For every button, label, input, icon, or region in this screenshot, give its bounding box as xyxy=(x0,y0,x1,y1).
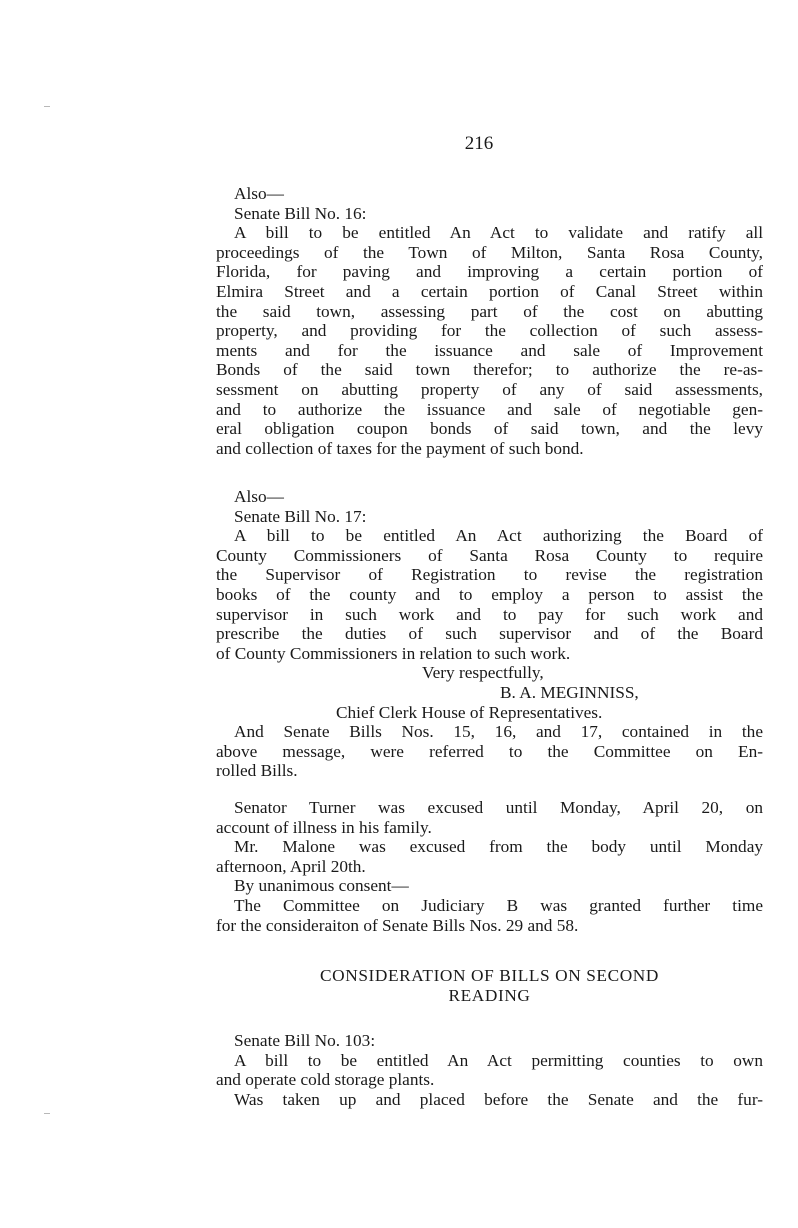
text-line: Also— xyxy=(234,184,284,203)
text-line: Elmira Street and a certain portion of Canal Street within xyxy=(216,281,763,301)
text-line: Was taken up and placed before the Senate and the fur- xyxy=(234,1089,763,1109)
text-line: prescribe the duties of such supervisor and of the Board xyxy=(216,624,763,644)
text-line: of County Commissioners in relation to such work. xyxy=(216,643,571,663)
text-line: Also— xyxy=(234,487,284,506)
heading-line-2: READING xyxy=(448,985,531,1005)
text-line: A bill to be entitled An Act authorizing the Board of xyxy=(234,526,763,546)
page-number: 216 xyxy=(464,133,494,154)
senate-bill-16-block xyxy=(216,184,763,458)
text-line: County Commissioners of Santa Rosa County to require xyxy=(216,545,763,565)
text-line: the said town, assessing part of the cost on abutting xyxy=(216,301,763,321)
closing-line: Very respectfully, xyxy=(422,663,544,683)
text-line: Senate Bill No. 17: xyxy=(234,506,367,526)
text-line: Senator Turner was excused until Monday, April 20, on xyxy=(234,798,763,817)
text-line: property, and providing for the collection of such assess- xyxy=(216,321,763,341)
text-line: A bill to be entitled An Act to validate and ratify all xyxy=(234,223,763,243)
scan-mark xyxy=(44,106,50,107)
text-line: above message, were referred to the Committee on En- xyxy=(216,741,763,761)
text-line: and collection of taxes for the payment of such bond. xyxy=(216,438,584,458)
text-line: and operate cold storage plants. xyxy=(216,1070,435,1090)
text-line: Senate Bill No. 103: xyxy=(234,1031,376,1050)
senate-bill-17-block xyxy=(216,487,763,781)
text-line: afternoon, April 20th. xyxy=(216,856,366,876)
text-line: Senate Bill No. 16: xyxy=(234,203,367,223)
text-line: account of illness in his family. xyxy=(216,817,432,837)
scan-mark xyxy=(44,1113,50,1114)
signature-title: Chief Clerk House of Representatives. xyxy=(336,702,603,722)
text-line: rolled Bills. xyxy=(216,761,298,781)
text-line: And Senate Bills Nos. 15, 16, and 17, contained in the xyxy=(234,722,763,742)
signature-name: B. A. MEGINNISS, xyxy=(500,682,639,702)
heading-line-1: CONSIDERATION OF BILLS ON SECOND xyxy=(320,966,659,985)
text-line: A bill to be entitled An Act permitting counties to own xyxy=(234,1050,763,1070)
text-line: Bonds of the said town therefor; to authorize the re-as- xyxy=(216,360,763,380)
text-line: The Committee on Judiciary B was granted further time xyxy=(234,895,763,915)
text-line: eral obligation coupon bonds of said town, and the levy xyxy=(216,419,763,439)
senate-bill-103-block xyxy=(216,1031,763,1109)
text-line: for the consideraiton of Senate Bills Nos. 29 and 58. xyxy=(216,915,579,935)
text-line: ments and for the issuance and sale of Improvement xyxy=(216,340,763,360)
text-line: the Supervisor of Registration to revise the registration xyxy=(216,565,763,585)
text-line: sessment on abutting property of any of said assessments, xyxy=(216,379,763,399)
text-line: By unanimous consent— xyxy=(234,876,409,896)
text-line: and to authorize the issuance and sale of negotiable gen- xyxy=(216,399,763,419)
text-line: books of the county and to employ a person to assist the xyxy=(216,584,763,604)
text-line: Florida, for paving and improving a certain portion of xyxy=(216,262,763,282)
text-line: supervisor in such work and to pay for such work and xyxy=(216,604,763,624)
text-line: Mr. Malone was excused from the body until Monday xyxy=(234,837,763,857)
text-line: proceedings of the Town of Milton, Santa Rosa County, xyxy=(216,242,763,262)
excusals-block xyxy=(216,798,763,935)
section-heading xyxy=(216,966,763,1005)
